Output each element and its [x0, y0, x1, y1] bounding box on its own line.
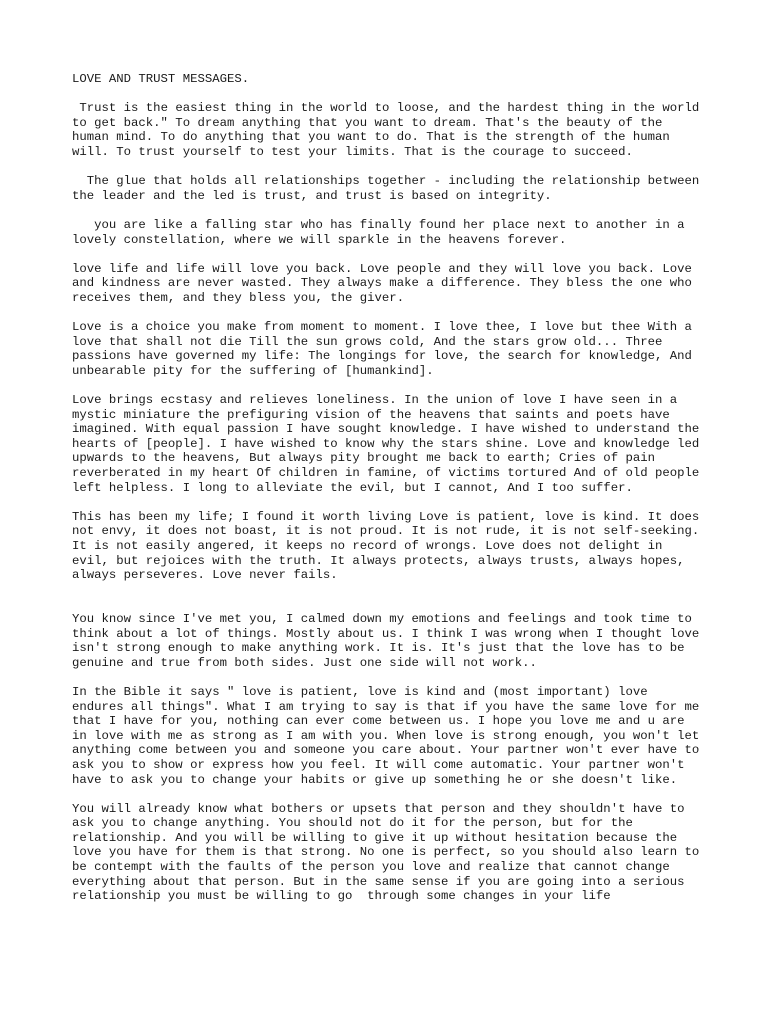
paragraph: In the Bible it says " love is patient, love is kind and (most important) love endures all things". What I am trying to say is that if you have the same love for me that I have for you, nothing can ever come between us. I hope you love me and u are in love with me as strong as I am with you. When love is strong enough, you won't let anything come between you and someone you care about. Your partner won't ever have to ask you to show or express how you feel. It will come automatic. Your partner won't have to ask you to change your habits or give up something he or she doesn't like.: [72, 684, 707, 787]
paragraph: Love brings ecstasy and relieves loneliness. In the union of love I have seen in a mystic miniature the prefiguring vision of the heavens that saints and poets have imagined. With equal passion I have sought knowledge. I have wished to understand the hearts of [people]. I have wished to know why the stars shine. Love and knowledge led upwards to the heavens, But always pity brought me back to earth; Cries of pain reverberated in my heart Of children in famine, of victims tortured And of old people left helpless. I long to alleviate the evil, but I cannot, And I too suffer.: [72, 393, 707, 495]
paragraph: You know since I've met you, I calmed down my emotions and feelings and took time to think about a lot of things. Mostly about us. I think I was wrong when I thought love isn't strong enough to make anything work. It is. It's just that the love has to be genuine and true from both sides. Just one side will not work..: [72, 611, 707, 670]
document-title: LOVE AND TRUST MESSAGES.: [72, 72, 250, 86]
paragraph: Trust is the easiest thing in the world to loose, and the hardest thing in the world to get back." To dream anything that you want to dream. That's the beauty of the human mind. To do anything that you want to do. That is the strength of the human will. To trust yourself to test your limits. That is the courage to succeed.: [72, 101, 707, 159]
paragraph: The glue that holds all relationships together - including the relationship between the leader and the led is trust, and trust is based on integrity.: [72, 174, 707, 203]
paragraph: love life and life will love you back. Love people and they will love you back. Love and kindness are never wasted. They always make a difference. They bless the one who receives them, and they bless you, the giver.: [72, 261, 700, 305]
paragraph: Love is a choice you make from moment to moment. I love thee, I love but thee With a love that shall not die Till the sun grows cold, And the stars grow old... Three passions have governed my life: The longings for love, the search for knowledge, And unbearable pity for the suffering of [humankind].: [72, 320, 700, 378]
paragraph: You will already know what bothers or upsets that person and they shouldn't have to ask you to change anything. You should not do it for the person, but for the relationship. And you will be willing to give it up without hesitation because the love you have for them is that strong. No one is perfect, so you should also learn to be contempt with the faults of the person you love and realize that cannot change everything about that person. But in the same sense if you are going into a serious relationship you must be willing to go through some changes in your life: [72, 801, 707, 904]
document-page: [72, 72, 707, 918]
paragraph: This has been my life; I found it worth living Love is patient, love is kind. It does not envy, it does not boast, it is not proud. It is not rude, it is not self-seeking. It is not easily angered, it keeps no record of wrongs. Love does not delight in evil, but rejoices with the truth. It always protects, always trusts, always hopes, always perseveres. Love never fails.: [72, 509, 707, 583]
paragraph: you are like a falling star who has finally found her place next to another in a lovely constellation, where we will sparkle in the heavens forever.: [72, 217, 692, 247]
